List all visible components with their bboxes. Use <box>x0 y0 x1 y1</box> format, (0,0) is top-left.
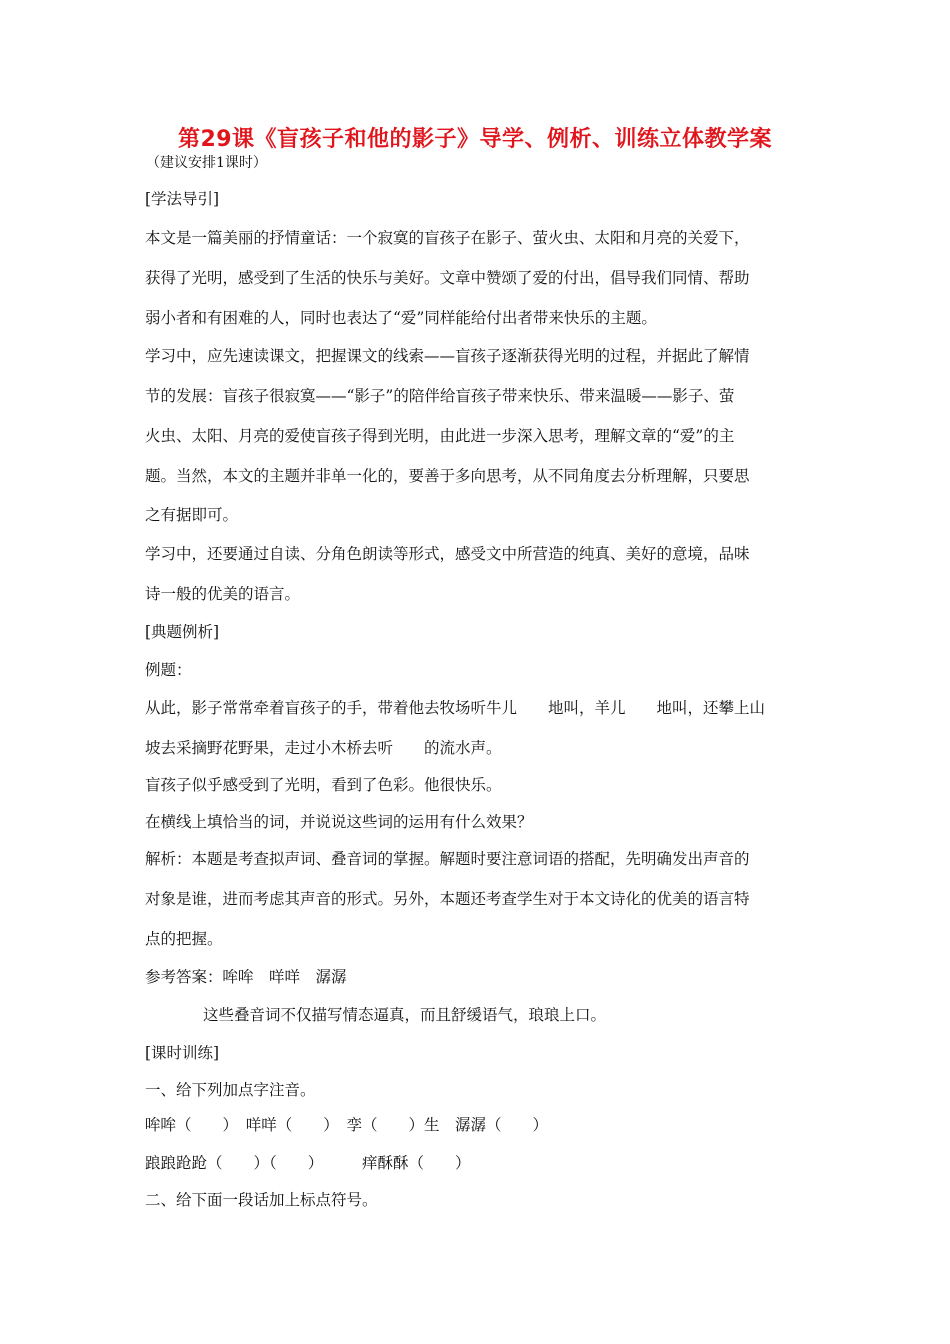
paragraph-line: 节的发展：盲孩子很寂寞——“影子”的陪伴给盲孩子带来快乐、带来温暖——影子、萤 <box>145 387 735 405</box>
example-text-line: 坡去采摘野花野果，走过小木桥去听 的流水声。 <box>145 739 502 757</box>
analysis-line: 点的把握。 <box>145 930 223 948</box>
exercise-one-items: 哞哞（ ） 咩咩（ ） 孪（ ）生 潺潺（ ） <box>145 1116 549 1134</box>
section-heading-study-guide: [学法导引] <box>145 190 220 208</box>
paragraph-line: 学习中，还要通过自读、分角色朗读等形式，感受文中所营造的纯真、美好的意境，品味 <box>145 545 750 563</box>
example-text-line: 从此，影子常常牵着盲孩子的手，带着他去牧场听牛儿 地叫，羊儿 地叫，还攀上山 <box>145 699 766 717</box>
paragraph-line: 弱小者和有困难的人，同时也表达了“爱”同样能给付出者带来快乐的主题。 <box>145 309 657 327</box>
paragraph-line: 学习中，应先速读课文，把握课文的线索——盲孩子逐渐获得光明的过程，并据此了解情 <box>145 347 750 365</box>
analysis-line: 解析：本题是考查拟声词、叠音词的掌握。解题时要注意词语的搭配，先明确发出声音的 <box>145 850 750 868</box>
section-heading-example: [典题例析] <box>145 623 220 641</box>
reference-answer: 参考答案：哞哞 咩咩 潺潺 <box>145 968 347 986</box>
exercise-two-heading: 二、给下面一段话加上标点符号。 <box>145 1191 378 1209</box>
paragraph-line: 诗一般的优美的语言。 <box>145 585 301 603</box>
exercise-one-items: 踉踉跄跄（ ）（ ） 痒酥酥（ ） <box>145 1154 471 1172</box>
paragraph-line: 获得了光明，感受到了生活的快乐与美好。文章中赞颂了爱的付出，倡导我们同情、帮助 <box>145 269 750 287</box>
example-text-line: 盲孩子似乎感受到了光明，看到了色彩。他很快乐。 <box>145 776 502 794</box>
paragraph-line: 火虫、太阳、月亮的爱使盲孩子得到光明，由此进一步深入思考，理解文章的“爱”的主 <box>145 427 735 445</box>
answer-explanation: 这些叠音词不仅描写情态逼真，而且舒缓语气，琅琅上口。 <box>203 1006 607 1024</box>
paragraph-line: 题。当然，本文的主题并非单一化的，要善于多向思考，从不同角度去分析理解，只要思 <box>145 467 750 485</box>
lesson-duration-note: （建议安排1课时） <box>146 155 267 171</box>
paragraph-line: 本文是一篇美丽的抒情童话：一个寂寞的盲孩子在影子、萤火虫、太阳和月亮的关爱下， <box>145 229 750 247</box>
example-question: 在横线上填恰当的词，并说说这些词的运用有什么效果？ <box>145 813 533 831</box>
section-heading-practice: [课时训练] <box>145 1044 220 1062</box>
exercise-one-heading: 一、给下列加点字注音。 <box>145 1081 316 1099</box>
paragraph-line: 之有据即可。 <box>145 506 239 524</box>
example-label: 例题： <box>145 661 192 679</box>
document-title: 第29课《盲孩子和他的影子》导学、例析、训练立体教学案 <box>177 127 773 152</box>
analysis-line: 对象是谁，进而考虑其声音的形式。另外，本题还考查学生对于本文诗化的优美的语言特 <box>145 890 750 908</box>
